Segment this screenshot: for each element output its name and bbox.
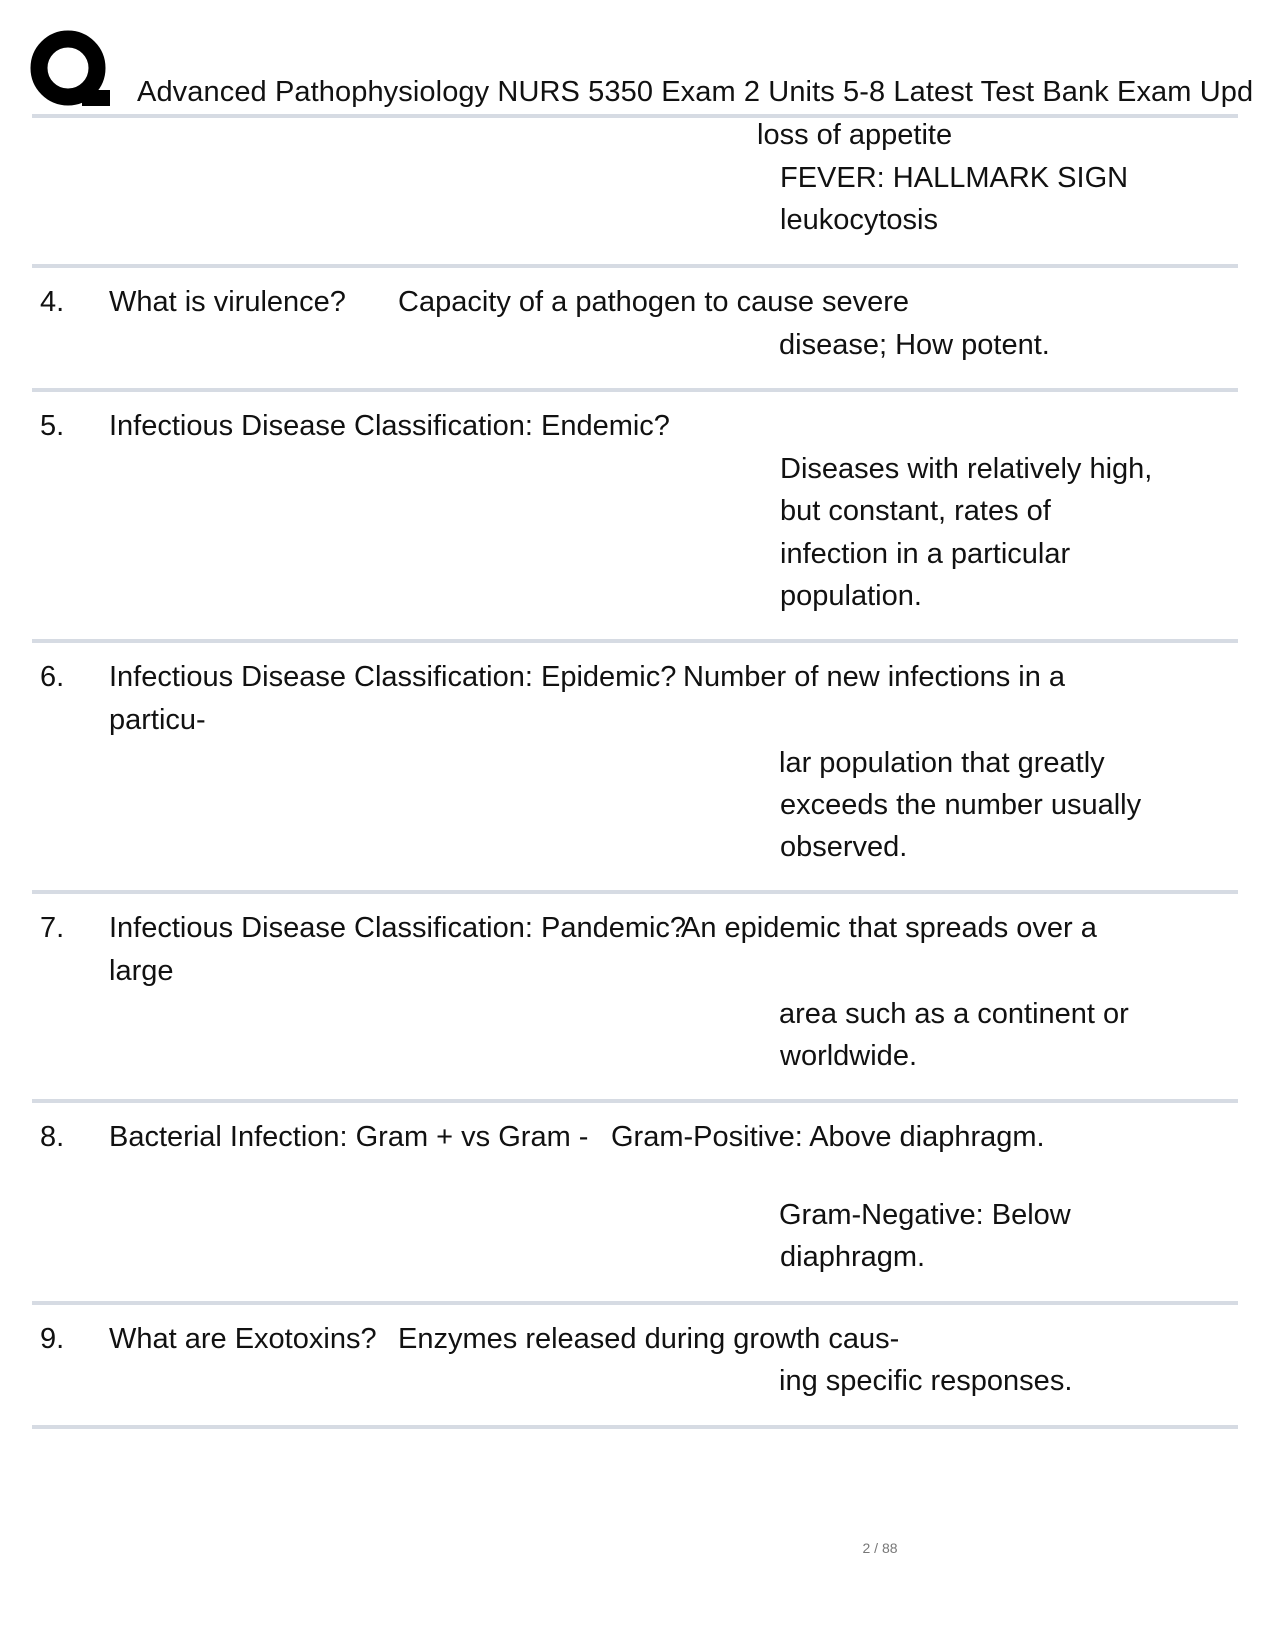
page-indicator: 2 / 88 <box>862 1540 898 1556</box>
card-divider <box>32 1099 1238 1103</box>
answer-line: worldwide. <box>780 1040 917 1072</box>
card-answer-inline: An epidemic that spreads over a <box>681 912 1097 944</box>
answer-line: ing specific responses. <box>779 1365 1073 1397</box>
answer-line: area such as a continent or <box>779 998 1129 1030</box>
answer-line: lar population that greatly <box>779 747 1105 779</box>
quizlet-logo-icon <box>30 30 112 114</box>
answer-line: observed. <box>780 831 908 863</box>
card-answer-inline: Enzymes released during growth caus- <box>398 1323 900 1355</box>
document-title: Advanced Pathophysiology NURS 5350 Exam 2 Units 5-8 Latest Test Bank Exam Upd <box>137 76 1254 108</box>
card-term: Infectious Disease Classification: Pandemic? <box>109 912 687 944</box>
answer-line: Gram-Negative: Below <box>779 1199 1071 1231</box>
card-divider <box>32 1425 1238 1429</box>
card-number: 5. <box>40 410 65 442</box>
card-number: 4. <box>40 286 65 318</box>
answer-line: FEVER: HALLMARK SIGN <box>780 162 1129 194</box>
header-divider <box>32 114 1238 118</box>
answer-line: population. <box>780 580 922 612</box>
card-divider <box>32 264 1238 268</box>
answer-line: but constant, rates of <box>780 495 1051 527</box>
answer-line: diaphragm. <box>780 1241 926 1273</box>
card-term: What are Exotoxins? <box>109 1323 377 1355</box>
answer-line: Diseases with relatively high, <box>780 453 1153 485</box>
card-number: 8. <box>40 1121 65 1153</box>
card-divider <box>32 890 1238 894</box>
card-term: Infectious Disease Classification: Epidemic? <box>109 661 677 693</box>
card-term: Infectious Disease Classification: Endemic? <box>109 410 670 442</box>
answer-line: disease; How potent. <box>779 329 1050 361</box>
card-divider <box>32 639 1238 643</box>
card-answer-inline: Capacity of a pathogen to cause severe <box>398 286 910 318</box>
card-divider <box>32 1301 1238 1305</box>
card-number: 7. <box>40 912 65 944</box>
card-answer-inline: Gram-Positive: Above diaphragm. <box>611 1121 1045 1153</box>
card-number: 6. <box>40 661 65 693</box>
card-term: What is virulence? <box>109 286 346 318</box>
card-divider <box>32 388 1238 392</box>
card-term-wrap: large <box>109 955 174 987</box>
card-term: Bacterial Infection: Gram + vs Gram - <box>109 1121 589 1153</box>
answer-line: loss of appetite <box>757 119 953 151</box>
answer-line: leukocytosis <box>780 204 938 236</box>
answer-line: infection in a particular <box>780 538 1071 570</box>
card-answer-inline: Number of new infections in a <box>683 661 1066 693</box>
card-term-wrap: particu- <box>109 704 206 736</box>
answer-line: exceeds the number usually <box>780 789 1142 821</box>
card-number: 9. <box>40 1323 65 1355</box>
